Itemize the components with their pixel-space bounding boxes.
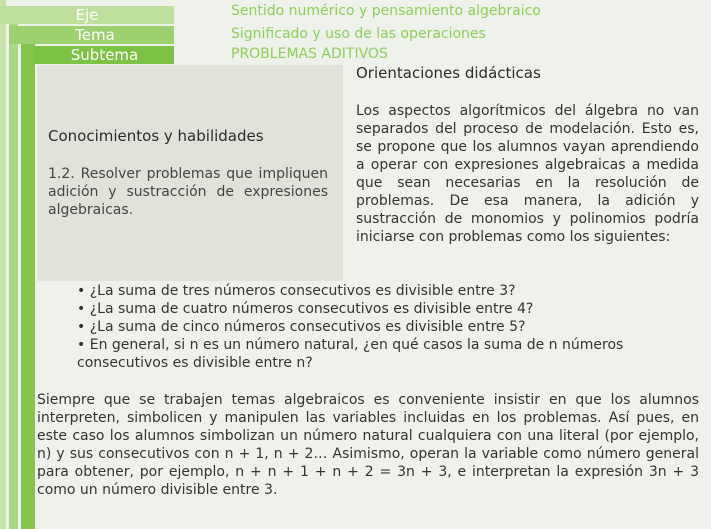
orientaciones-title: Orientaciones didácticas bbox=[356, 64, 541, 82]
list-item: • ¿La suma de tres números consecutivos es divisible entre 3? bbox=[77, 282, 687, 300]
knowledge-text: 1.2. Resolver problemas que impliquen adición y sustracción de expresiones algebraicas. bbox=[48, 166, 328, 218]
header-label-tema: Tema bbox=[75, 26, 115, 44]
header-value-tema: Significado y uso de las operaciones bbox=[231, 26, 486, 42]
left-stripe-inner bbox=[21, 44, 35, 529]
list-item: • ¿La suma de cinco números consecutivos es divisible entre 5? bbox=[77, 318, 687, 336]
header-label-subtema: Subtema bbox=[70, 46, 139, 64]
left-stripe-outer bbox=[0, 0, 6, 529]
header-value-eje: Sentido numérico y pensamiento algebraico bbox=[231, 3, 541, 19]
orientaciones-paragraph: Los aspectos algorítmicos del álgebra no van separados del proceso de modelación. Esto es, se propone que los alumnos vayan aprendiendo a operar con expresiones algebraicas a medida que sean necesarias en la resolución de problemas. De esa manera, la adición y sustracción de monomios y polinomios podría iniciarse con problemas como los siguientes: bbox=[356, 103, 699, 245]
list-item: • En general, si n es un número natural, ¿en qué casos la suma de n números consecutivos es divisible entre n? bbox=[77, 336, 687, 372]
left-stripe-mid bbox=[9, 24, 18, 529]
list-item: • ¿La suma de cuatro números consecutivos es divisible entre 4? bbox=[77, 300, 687, 318]
closing-paragraph: Siempre que se trabajen temas algebraicos es conveniente insistir en que los alumnos interpreten, simbolicen y manipulen las variables incluidas en los problemas. Así pues, en este caso los alumnos simbolizan un número natural cualquiera con una literal (por ejemplo, n) y sus consecutivos con n + 1, n + 2… Asimismo, operan la variable como número general para obtener, por ejemplo, n + n + 1 + n + 2 = 3n + 3, e interpretan la expresión 3n + 3 como un número divisible entre 3. bbox=[37, 392, 699, 498]
header-value-subtema: PROBLEMAS ADITIVOS bbox=[231, 46, 388, 62]
questions-list bbox=[77, 282, 687, 372]
header-label-eje: Eje bbox=[75, 6, 99, 24]
knowledge-box bbox=[37, 65, 343, 281]
knowledge-title: Conocimientos y habilidades bbox=[48, 127, 264, 145]
